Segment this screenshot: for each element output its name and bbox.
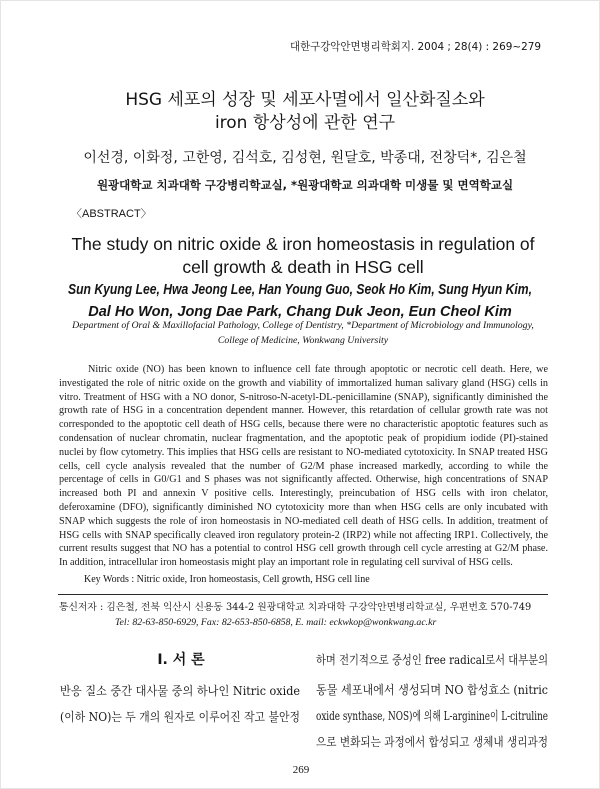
keywords: Key Words : Nitric oxide, Iron homeostasis, Cell growth, HSG cell line bbox=[84, 574, 370, 585]
abstract-text-line: HSG cells with SNAP specifically cleaved iron regulatory protein-2 (IRP2) while not affecting IRP1. Collectively, the bbox=[59, 529, 548, 541]
footnote-divider bbox=[58, 594, 548, 595]
right-column-text-line: 으로 변화되는 과정에서 합성되고 생체내 생리과정 bbox=[316, 735, 548, 749]
correspondence-address-line bbox=[59, 601, 548, 614]
abstract-text-line: In addition, intracellular iron homeostasis might play an important role in regulating cell survival of HSG cells. bbox=[59, 557, 513, 569]
abstract-text-line: Nitric oxide (NO) has been known to influence cell fate through apoptotic or necrotic cell death. Here, we bbox=[88, 364, 548, 375]
abstract-text-line: deferoxamine (DFO), significantly diminished NO cytotoxicity more than when HSG cells are only incubated with bbox=[59, 501, 548, 513]
abstract-text-line: investigated the role of nitric oxide on the growth and viability of immortalized human salivary gland (HSG) cells in bbox=[59, 377, 548, 389]
abstract-text-line: vitro. Treatment of HSG with a NO donor, S-nitroso-N-acetyl-DL-penicillamine (SNAP), significantly diminished the bbox=[59, 391, 548, 403]
abstract-text-line: current results suggest that NO has a potential to control HSG cell growth through cell cycle arresting at G2/M phase. bbox=[59, 543, 548, 555]
abstract-text-line: cells, cell cycle analysis revealed that the number of G2/M phase increased markedly, according to while the bbox=[59, 460, 548, 472]
english-authors-line: Dal Ho Won, Jong Dae Park, Chang Duk Jeon, Eun Cheol Kim bbox=[88, 304, 512, 320]
section-heading-introduction: I. 서 론 bbox=[157, 652, 205, 668]
english-affiliation-line: College of Medicine, Wonkwang University bbox=[217, 335, 389, 346]
korean-title-line: HSG 세포의 성장 및 세포사멸에서 일산화질소와 bbox=[125, 90, 485, 110]
left-column-text-line: (이하 NO)는 두 개의 원자로 이루어진 작고 불안정 bbox=[60, 710, 300, 724]
abstract-text-line: nuclei by flow cytometry. This implies that HSG cells are resistant to NO-mediated cytotoxicity. In SNAP treated HSG bbox=[59, 446, 548, 458]
korean-authors: 이선경, 이화정, 고한영, 김석호, 김성현, 원달호, 박종대, 전창덕*, 김은철 bbox=[83, 150, 527, 166]
english-authors-line: Sun Kyung Lee, Hwa Jeong Lee, Han Young Guo, Seok Ho Kim, Sung Hyun Kim, bbox=[68, 282, 532, 298]
correspondence-address: 김은철, 전북 익산시 신용동 344-2 원광대학교 치과대학 구강악안면병리학교실, 우편번호 570-749 bbox=[106, 602, 532, 613]
abstract-text-line: percentage of cells in G0/G1 and S phases was not significantly affected. Otherwise, high concentrations of SNAP bbox=[59, 474, 548, 486]
korean-title-line: iron 항상성에 관한 연구 bbox=[214, 113, 396, 133]
left-column-text-line: 반응 질소 중간 대사물 중의 하나인 Nitric oxide bbox=[60, 684, 300, 698]
english-title-line: cell growth & death in HSG cell bbox=[182, 257, 424, 277]
abstract-text-line: corresponded to the apoptotic cell death of HSG cells, because there were no characteristic apoptotic features such as bbox=[59, 419, 548, 431]
abstract-text-line: increased both PI and annexin V positive cells. Interestingly, preincubation of HSG cells with iron chelator, bbox=[59, 488, 548, 500]
abstract-text-line: condensation of nuclear chromatin, nuclear fragmentation, and the apoptotic peak of propidium iodide (PI)-stained bbox=[59, 432, 548, 444]
english-title-line: The study on nitric oxide & iron homeostasis in regulation of bbox=[71, 234, 535, 254]
right-column-text-line: 하며 전기적으로 중성인 free radical로서 대부분의 bbox=[316, 653, 548, 667]
abstract-label: 〈ABSTRACT〉 bbox=[71, 208, 152, 220]
abstract-body bbox=[59, 363, 548, 570]
korean-affiliation: 원광대학교 치과대학 구강병리학교실, *원광대학교 의과대학 미생물 및 면역학교실 bbox=[96, 178, 514, 192]
abstract-text-line: growth rate of HSG in a concentration dependent manner. However, this retardation of cellular growth rate was not bbox=[59, 405, 548, 417]
right-column-text-line: 동물 세포내에서 생성되며 NO 합성효소 (nitric bbox=[316, 683, 548, 697]
abstract-text-line: SNAP which suggests the role of iron homeostasis in NO-mediated cell death of HSG cells. In addition, treatment of bbox=[59, 515, 548, 527]
right-column-text-line: oxide synthase, NOS)에 의해 L-arginine이 L-citruline bbox=[316, 709, 548, 723]
correspondence-label: 통신저자 : bbox=[59, 602, 104, 613]
english-affiliation-line: Department of Oral & Maxillofacial Pathology, College of Dentistry, *Department of Microbiology and Immunology, bbox=[72, 320, 534, 331]
page-number: 269 bbox=[292, 764, 310, 776]
journal-citation-header: 대한구강악안면병리학회지. 2004 ; 28(4) : 269~279 bbox=[290, 40, 541, 53]
correspondence-contact: Tel: 82-63-850-6929, Fax: 82-653-850-6858, E. mail: eckwkop@wonkwang.ac.kr bbox=[115, 617, 437, 628]
